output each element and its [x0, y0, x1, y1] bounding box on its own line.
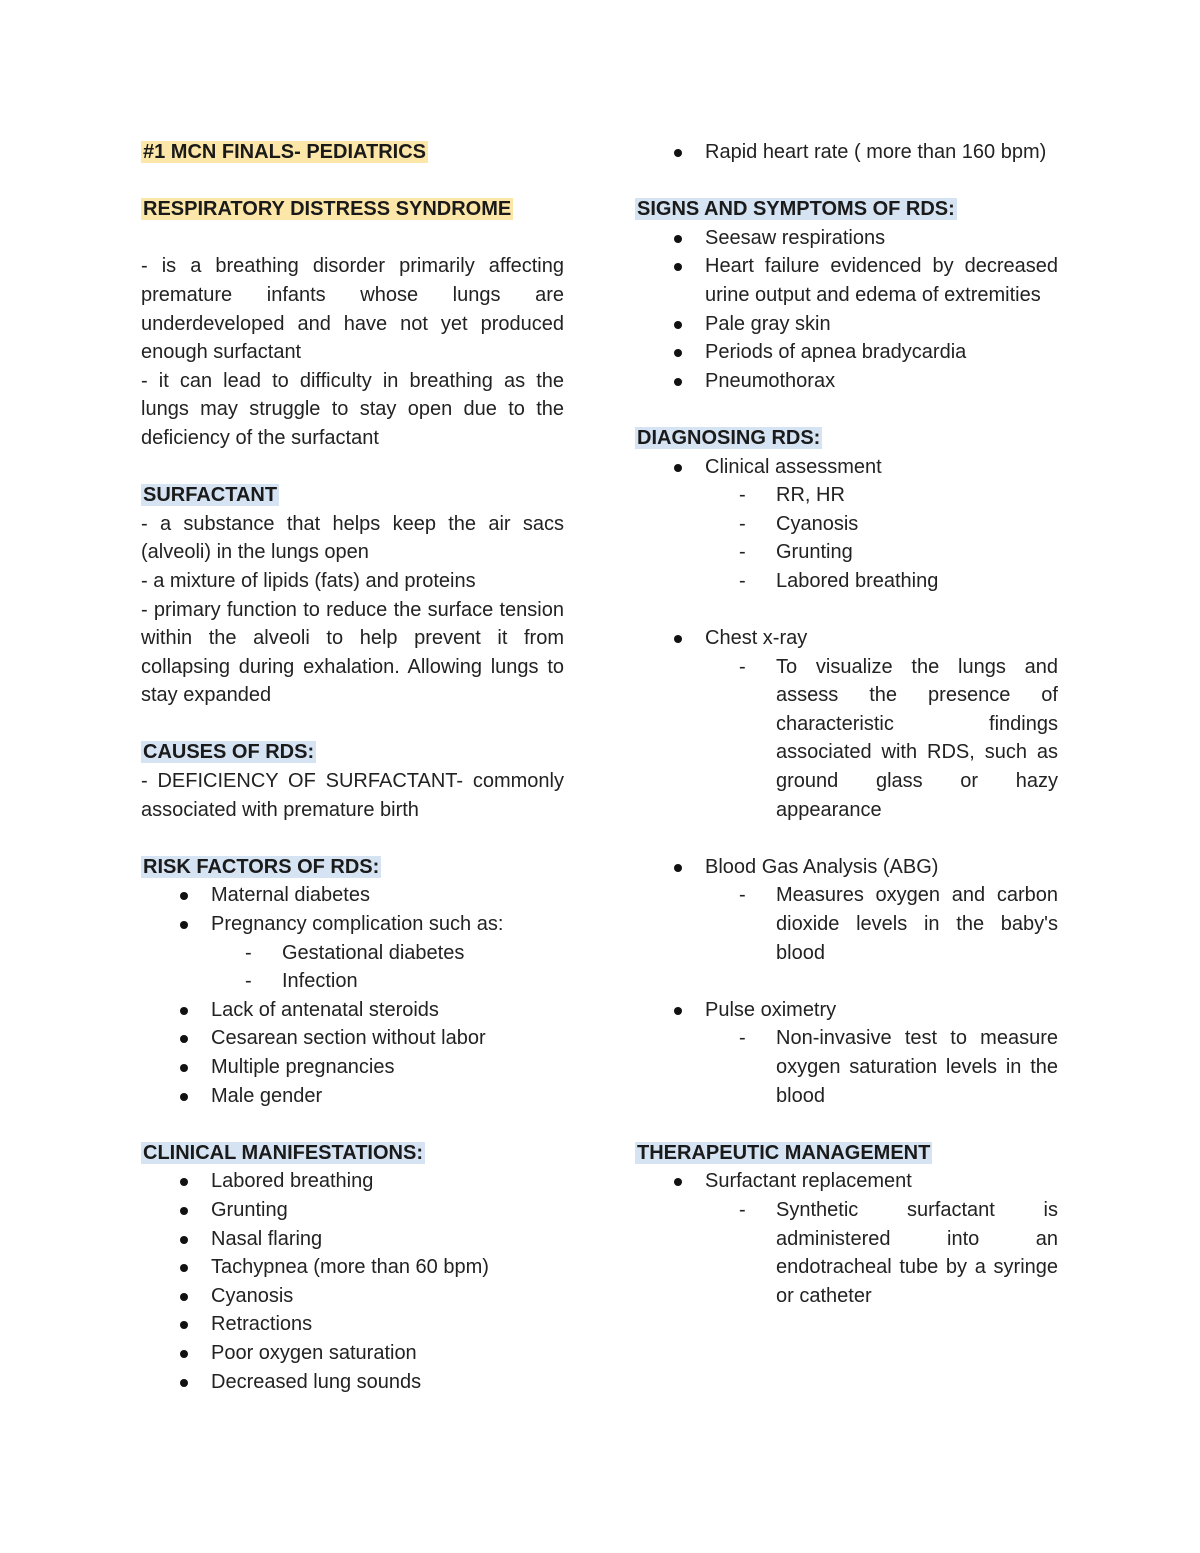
sub-list-item: - Non-invasive test to measure oxygen saturation levels in the blood: [635, 1024, 1058, 1110]
list-item: Poor oxygen saturation: [141, 1339, 564, 1368]
bullet-icon: [674, 235, 682, 243]
therapeutic-list: [635, 1167, 1058, 1310]
list-item: Seesaw respirations: [635, 224, 1058, 253]
bullet-icon: [180, 1035, 188, 1043]
list-item: Heart failure evidenced by decreased urine output and edema of extremities: [635, 252, 1058, 309]
bullet-icon: [674, 149, 682, 157]
risk-factors-list: [141, 881, 564, 1110]
list-item: Nasal flaring: [141, 1225, 564, 1254]
surfactant-paragraph: - a substance that helps keep the air sacs (alveoli) in the lungs open: [141, 512, 564, 564]
bullet-icon: [674, 864, 682, 872]
therapeutic-heading: THERAPEUTIC MANAGEMENT: [637, 1141, 931, 1164]
list-item: Pale gray skin: [635, 310, 1058, 339]
causes-heading: CAUSES OF RDS:: [143, 741, 315, 764]
list-item: Multiple pregnancies: [141, 1053, 564, 1082]
bullet-icon: [180, 1093, 188, 1101]
clinical-manifestations-heading: CLINICAL MANIFESTATIONS:: [143, 1141, 423, 1164]
bullet-icon: [180, 921, 188, 929]
signs-symptoms-list: [635, 224, 1058, 396]
document-title: #1 MCN FINALS- PEDIATRICS: [143, 141, 426, 163]
bullet-icon: [180, 1207, 188, 1215]
right-column: [635, 138, 1058, 1310]
risk-factors-heading: RISK FACTORS OF RDS:: [143, 855, 380, 878]
dash-icon: -: [739, 541, 746, 564]
bullet-icon: [674, 464, 682, 472]
list-item: Chest x-ray: [635, 624, 1058, 653]
bullet-icon: [674, 1178, 682, 1186]
rds-paragraph: - it can lead to difficulty in breathing as the lungs may struggle to stay open due to the deficiency of the surfactant: [141, 369, 564, 449]
sub-list-item: - Gestational diabetes: [141, 939, 564, 968]
bullet-icon: [180, 1264, 188, 1272]
sub-list-item: - To visualize the lungs and assess the presence of characteristic findings associated with RDS, such as ground glass or hazy appearance: [635, 653, 1058, 825]
sub-list-item: - Infection: [141, 967, 564, 996]
diagnosing-pulse-list: [635, 996, 1058, 1110]
list-item: Pregnancy complication such as:: [141, 910, 564, 939]
sub-list-item: - Labored breathing: [635, 567, 1058, 596]
dash-icon: -: [245, 970, 252, 993]
bullet-icon: [180, 1236, 188, 1244]
sub-list-item: - Grunting: [635, 538, 1058, 567]
diagnosing-list: [635, 453, 1058, 596]
surfactant-paragraph: - a mixture of lipids (fats) and proteins: [141, 569, 476, 592]
list-item: Maternal diabetes: [141, 881, 564, 910]
dash-icon: -: [739, 655, 746, 678]
surfactant-paragraph: - primary function to reduce the surface tension within the alveoli to help prevent it from collapsing during exhalation. Allowing lungs to stay expanded: [141, 598, 564, 707]
diagnosing-xray-list: [635, 624, 1058, 824]
bullet-icon: [180, 1064, 188, 1072]
clinical-manifestations-list: [141, 1167, 564, 1396]
dash-icon: -: [739, 1198, 746, 1221]
dash-icon: -: [739, 1027, 746, 1050]
sub-list-item: - Cyanosis: [635, 510, 1058, 539]
left-column: [141, 138, 564, 1396]
list-item: Lack of antenatal steroids: [141, 996, 564, 1025]
bullet-icon: [674, 378, 682, 386]
list-item: Retractions: [141, 1310, 564, 1339]
list-item: Blood Gas Analysis (ABG): [635, 853, 1058, 882]
dash-icon: -: [739, 569, 746, 592]
list-item: Labored breathing: [141, 1167, 564, 1196]
bullet-icon: [674, 263, 682, 271]
bullet-icon: [674, 321, 682, 329]
list-item: Pneumothorax: [635, 367, 1058, 396]
list-item: Grunting: [141, 1196, 564, 1225]
list-item: Surfactant replacement: [635, 1167, 1058, 1196]
surfactant-heading: SURFACTANT: [143, 484, 278, 507]
rds-paragraph: - is a breathing disorder primarily affecting premature infants whose lungs are underdeveloped and have not yet produced enough surfactant: [141, 255, 564, 364]
list-item: Decreased lung sounds: [141, 1368, 564, 1397]
list-item: Male gender: [141, 1082, 564, 1111]
list-item: Clinical assessment: [635, 453, 1058, 482]
list-item: Cesarean section without labor: [141, 1024, 564, 1053]
sub-list-item: - RR, HR: [635, 481, 1058, 510]
list-item: Cyanosis: [141, 1282, 564, 1311]
bullet-icon: [180, 1350, 188, 1358]
list-item: Periods of apnea bradycardia: [635, 338, 1058, 367]
list-item: Rapid heart rate ( more than 160 bpm): [635, 138, 1058, 167]
bullet-icon: [180, 1321, 188, 1329]
bullet-icon: [180, 1293, 188, 1301]
diagnosing-abg-list: [635, 853, 1058, 967]
diagnosing-heading: DIAGNOSING RDS:: [637, 426, 821, 449]
bullet-icon: [180, 1007, 188, 1015]
rds-heading: RESPIRATORY DISTRESS SYNDROME: [143, 198, 512, 221]
signs-symptoms-heading: SIGNS AND SYMPTOMS OF RDS:: [637, 198, 955, 221]
clinical-manifestations-list-continued: [635, 138, 1058, 167]
dash-icon: -: [739, 512, 746, 535]
bullet-icon: [674, 349, 682, 357]
sub-list-item: - Synthetic surfactant is administered into an endotracheal tube by a syringe or catheter: [635, 1196, 1058, 1310]
bullet-icon: [674, 1007, 682, 1015]
dash-icon: -: [739, 484, 746, 507]
list-item: Pulse oximetry: [635, 996, 1058, 1025]
bullet-icon: [180, 1379, 188, 1387]
dash-icon: -: [739, 884, 746, 907]
bullet-icon: [674, 635, 682, 643]
bullet-icon: [180, 1178, 188, 1186]
dash-icon: -: [245, 941, 252, 964]
bullet-icon: [180, 892, 188, 900]
sub-list-item: - Measures oxygen and carbon dioxide levels in the baby's blood: [635, 881, 1058, 967]
list-item: Tachypnea (more than 60 bpm): [141, 1253, 564, 1282]
causes-text: - DEFICIENCY OF SURFACTANT- commonly associated with premature birth: [141, 770, 564, 821]
